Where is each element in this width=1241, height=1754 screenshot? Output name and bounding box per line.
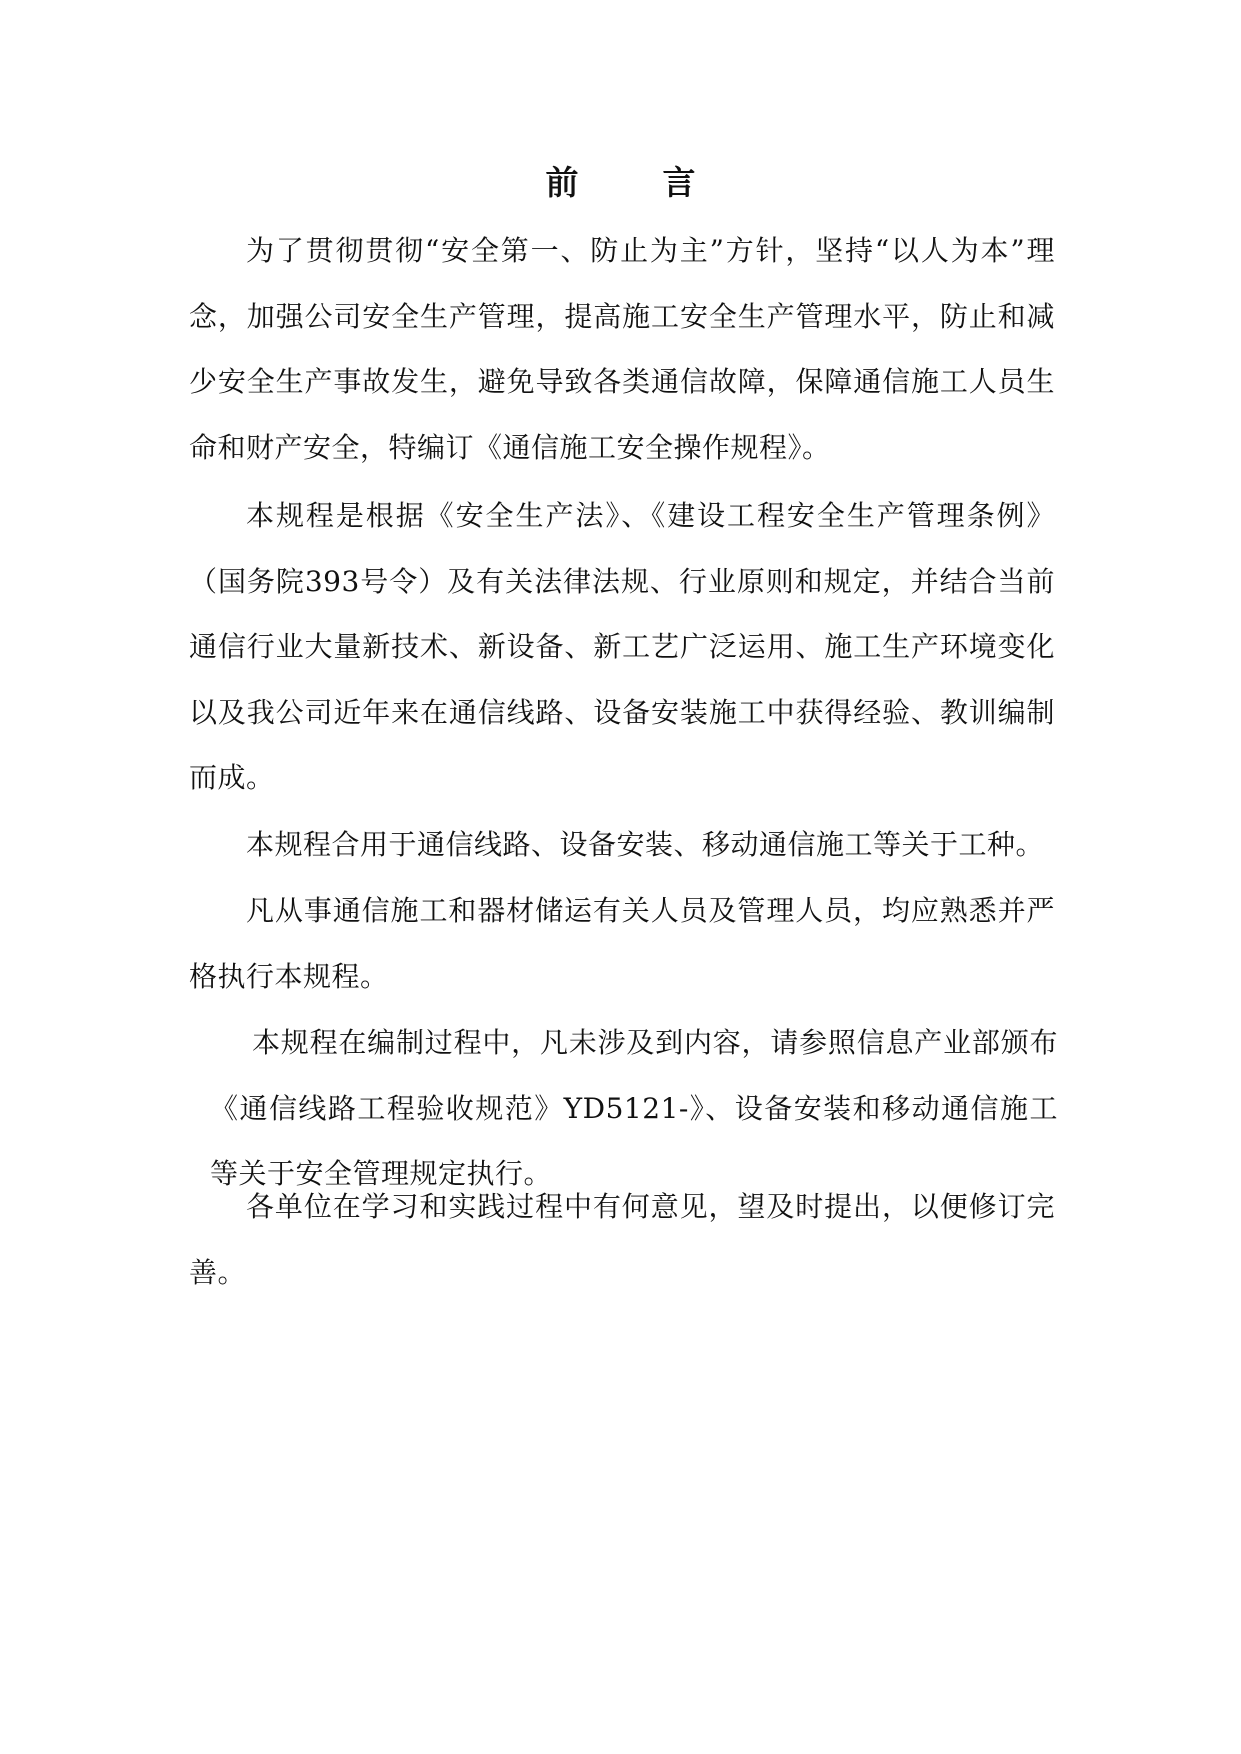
paragraph-basis: 本规程是根据《安全生产法》、《建设工程安全生产管理条例》（国务院393号令）及有关法律法规、行业原则和规定，并结合当前通信行业大量新技术、新设备、新工艺广泛运用、施工生产环境变化以及我公司近年来在通信线路、设备安装施工中获得经验、教训编制而成。	[189, 499, 1055, 794]
page-title: 前言	[545, 163, 780, 202]
paragraph-applicability: 凡从事通信施工和器材储运有关人员及管理人员，均应熟悉并严格执行本规程。	[189, 894, 1055, 993]
paragraph-reference: 本规程在编制过程中，凡未涉及到内容，请参照信息产业部颁布《通信线路工程验收规范》YD5121-》、设备安装和移动通信施工等关于安全管理规定执行。	[210, 1026, 1058, 1190]
paragraph-feedback: 各单位在学习和实践过程中有何意见，望及时提出，以便修订完善。	[189, 1190, 1055, 1289]
paragraph-scope: 本规程合用于通信线路、设备安装、移动通信施工等关于工种。	[246, 828, 1045, 861]
paragraph-purpose: 为了贯彻贯彻“安全第一、防止为主”方针，坚持“以人为本”理念，加强公司安全生产管理，提高施工安全生产管理水平，防止和减少安全生产事故发生，避免导致各类通信故障，保障通信施工人员生命和财产安全，特编订《通信施工安全操作规程》。	[189, 234, 1055, 464]
